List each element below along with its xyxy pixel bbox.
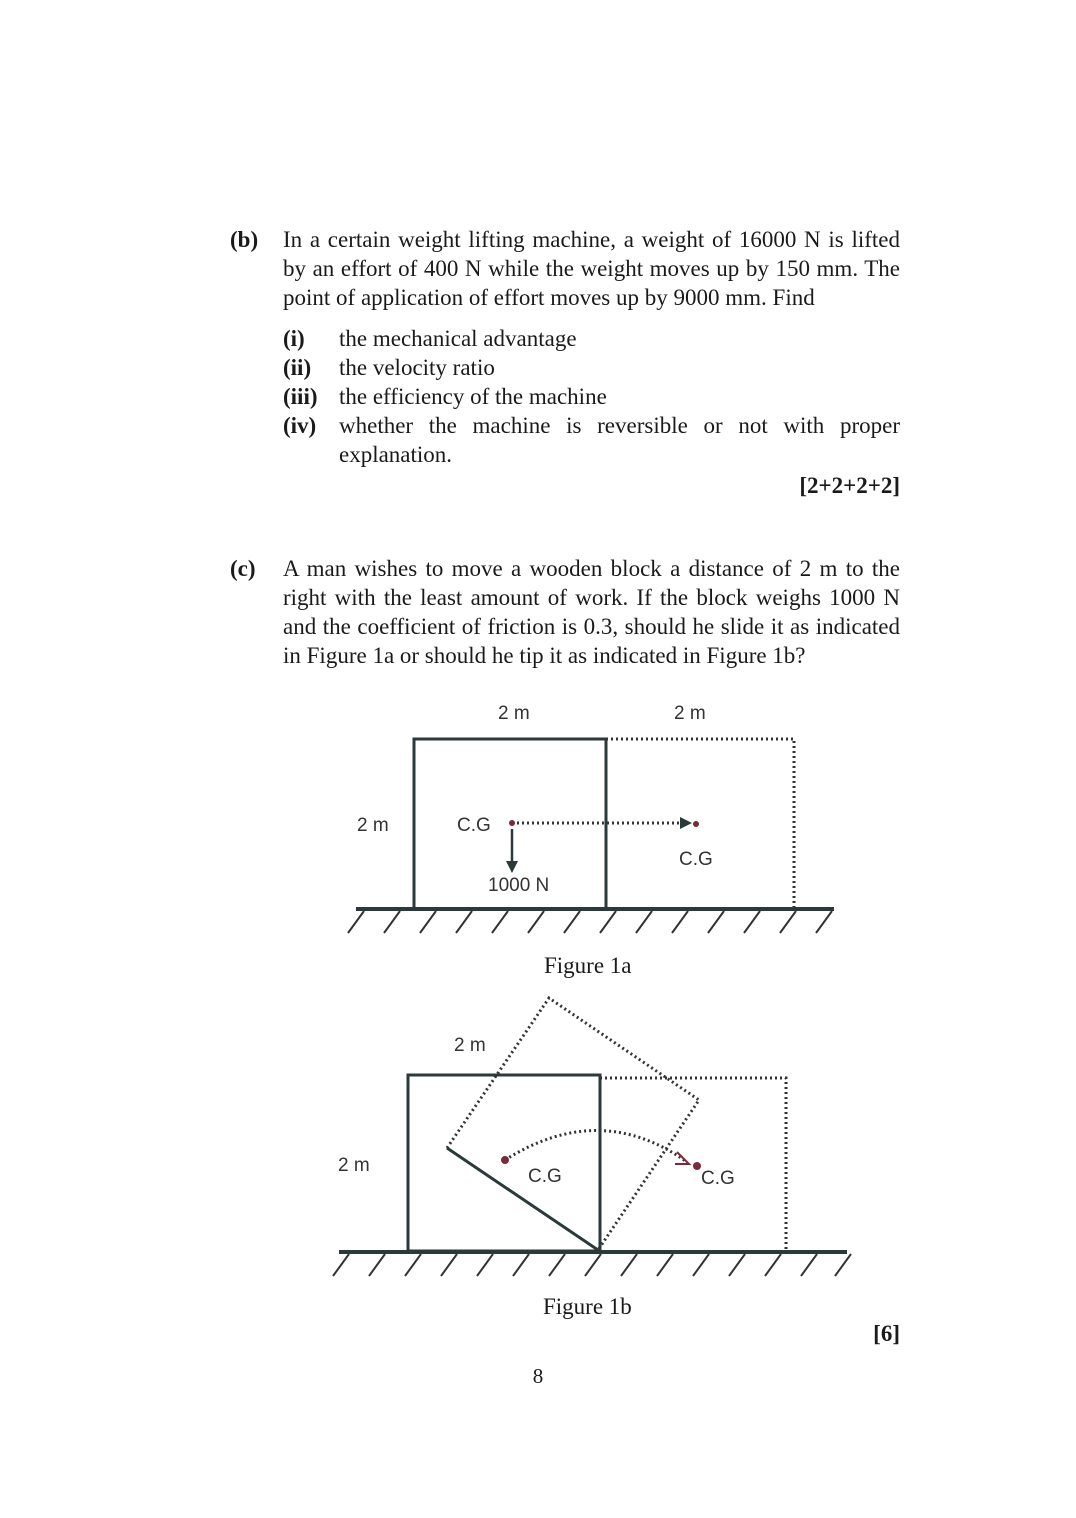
subitem-text: whether the machine is reversible or not with proper explanation. <box>339 413 900 467</box>
question-c-label: (c) <box>230 556 256 581</box>
cg-end-point <box>693 821 699 827</box>
weight-label: 1000 N <box>488 875 550 896</box>
subitem <box>283 411 900 469</box>
dim-top-right: 2 m <box>674 703 706 724</box>
cg-start-label: C.G <box>457 815 491 836</box>
dim-tilted: 2 m <box>454 1035 486 1056</box>
figure-1b <box>325 990 855 1325</box>
arc-arrow-head-icon <box>675 1152 689 1164</box>
block-dotted <box>606 739 794 907</box>
subitem <box>283 353 900 382</box>
subitem-label: (ii) <box>283 355 312 380</box>
cg-end-point <box>693 1162 701 1170</box>
question-c <box>230 554 900 670</box>
subitem-text: the mechanical advantage <box>339 326 577 351</box>
subitem-text: the velocity ratio <box>339 355 495 380</box>
arrow-head-icon <box>680 817 692 829</box>
question-b-text: In a certain weight lifting machine, a weight of 16000 N is lifted by an effort of 400 N while the weight moves up by 150 mm. The point of application of effort moves up by 9000 mm. Find <box>283 227 900 310</box>
cg-arc <box>505 1130 687 1162</box>
weight-arrow-head-icon <box>506 861 518 873</box>
question-b-marks: [2+2+2+2] <box>799 473 900 498</box>
cg-start-point <box>501 1156 509 1164</box>
cg-start-point <box>509 820 515 826</box>
figure-1a-caption: Figure 1a <box>544 953 632 978</box>
block-dotted <box>600 1078 786 1252</box>
figure-1b-caption: Figure 1b <box>543 1294 632 1319</box>
subitem-label: (iii) <box>283 384 318 409</box>
subitem-text: the efficiency of the machine <box>339 384 607 409</box>
subitem-label: (i) <box>283 326 305 351</box>
cg-start-label: C.G <box>528 1166 562 1187</box>
question-b <box>230 225 900 500</box>
dim-side: 2 m <box>357 815 389 836</box>
ground-hatch <box>333 1254 851 1276</box>
tilted-block-edge <box>447 1148 598 1250</box>
ground-hatch <box>348 911 832 933</box>
page-number: 8 <box>532 1364 544 1388</box>
question-c-marks: [6] <box>873 1321 900 1346</box>
subitem-label: (iv) <box>283 413 317 438</box>
subitem <box>283 382 900 411</box>
dim-top-left: 2 m <box>498 703 530 724</box>
subitem <box>283 324 900 353</box>
question-b-label: (b) <box>230 227 259 252</box>
figure-1a <box>330 695 850 985</box>
question-c-text: A man wishes to move a wooden block a distance of 2 m to the right with the least amount of work. If the block weighs 1000 N and the coefficient of friction is 0.3, should he slide it as indicated in Figure 1a or should he tip it as indicated in Figure 1b? <box>283 556 900 668</box>
question-b-subitems <box>283 324 900 469</box>
cg-end-label: C.G <box>679 849 713 870</box>
cg-end-label: C.G <box>701 1168 735 1189</box>
dim-side: 2 m <box>338 1155 370 1176</box>
